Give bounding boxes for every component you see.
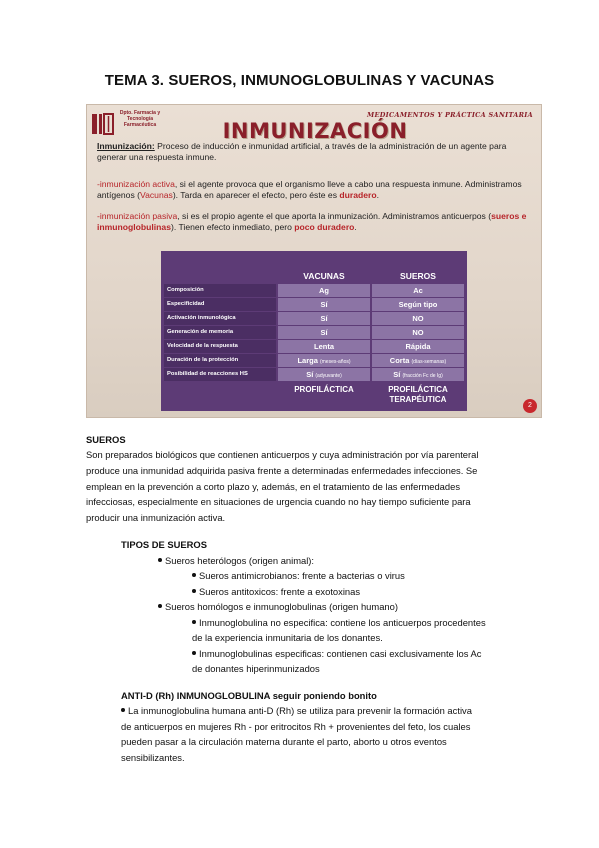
section-heading-tipos: TIPOS DE SUEROS [121, 539, 207, 550]
bullet-icon [158, 558, 162, 562]
slide-dept: Dpto. Farmacia y Tecnología Farmacéutica [119, 110, 161, 128]
comparison-table [161, 251, 467, 411]
paragraph-line: La inmunoglobulina humana anti-D (Rh) se utiliza para prevenir la formación activa [121, 703, 472, 718]
slide-definition: Inmunización: Proceso de inducción e inmunidad artificial, a través de la administración de un agente para generar una respuesta inmune. [97, 141, 507, 162]
slide-image [86, 104, 542, 418]
paragraph-line: produce una inmunidad adquirida pasiva frente a determinadas enfermedades infecciones. Se [86, 465, 478, 476]
paragraph-line: sensibilizantes. [121, 752, 185, 763]
paragraph-line: pueden pasar a la circulación materna durante el parto, aborto u otros eventos [121, 736, 447, 747]
list-item: Inmunoglobulinas especificas: contienen casi exclusivamente los Ac [192, 646, 481, 661]
table-row: Duración de la protección Larga (meses-años) Corta (días-semanas) [164, 354, 464, 368]
bullet-icon [192, 620, 196, 624]
list-item: Sueros antitoxicos: frente a exotoxinas [192, 584, 360, 599]
table-row: Activación inmunológica Sí NO [164, 312, 464, 326]
list-item: Sueros homólogos e inmunoglobulinas (origen humano) [158, 599, 398, 614]
paragraph-line: Son preparados biológicos que contienen anticuerpos y cuya administración por vía parenteral [86, 449, 479, 460]
table-row: Posibilidad de reacciones HS Sí (adyuvante) Sí (fracción Fc de Ig) [164, 368, 464, 382]
section-heading-sueros: SUEROS [86, 434, 126, 445]
slide-header-right: MEDICAMENTOS Y PRÁCTICA SANITARIA [367, 111, 533, 119]
foot-sueros: PROFILÁCTICA TERAPÉUTICA [388, 385, 448, 404]
slide-active: -inmunización activa, si el agente provoca que el organismo lleve a cabo una respuesta inmune. Administramos antígenos (Vacunas). Tarda en aparecer el efecto, pero éste es duradero. [97, 179, 522, 200]
paragraph-line: infecciosas, especialmente en situaciones de urgencia cuando no hay tiempo suficiente para [86, 496, 471, 507]
list-item: Sueros antimicrobianos: frente a bacterias o virus [192, 568, 405, 583]
list-item-cont: de la experiencia inmunitaria de los donantes. [192, 632, 383, 643]
bullet-icon [192, 573, 196, 577]
col-head-vacunas: VACUNAS [303, 271, 345, 281]
table-row: Velocidad de la respuesta Lenta Rápida [164, 340, 464, 354]
slide-passive: -inmunización pasiva, si es el propio agente el que aporta la inmunización. Administramos anticuerpos (sueros e inmunoglobulinas). Tienen efecto inmediato, pero poco duradero. [97, 211, 527, 232]
foot-vacunas: PROFILÁCTICA [294, 385, 354, 394]
list-item: Sueros heterólogos (origen animal): [158, 553, 314, 568]
slide-title: INMUNIZACIÓN [222, 119, 408, 143]
col-head-sueros: SUEROS [400, 271, 436, 281]
slide-page-number: 2 [523, 399, 537, 413]
list-item-cont: de donantes hiperinmunizados [192, 663, 320, 674]
table-row: Composición Ag Ac [164, 284, 464, 298]
bullet-icon [121, 708, 125, 712]
bullet-icon [158, 604, 162, 608]
paragraph-line: emplean en la prevención a corto plazo y, además, en el tratamiento de las enfermedades [86, 481, 461, 492]
paragraph-line: de anticuerpos en mujeres Rh - por eritrocitos Rh + provenientes del feto, los cuales [121, 721, 471, 732]
page-title: TEMA 3. SUEROS, INMUNOGLOBULINAS Y VACUNAS [104, 72, 495, 89]
paragraph-line: producir una inmunización activa. [86, 512, 226, 523]
section-heading-antid: ANTI-D (Rh) INMUNOGLOBULINA seguir poniendo bonito [121, 690, 377, 701]
list-item: Inmunoglobulina no especifica: contiene los anticuerpos procedentes [192, 615, 486, 630]
table-row: Generación de memoria Sí NO [164, 326, 464, 340]
bullet-icon [192, 589, 196, 593]
bullet-icon [192, 651, 196, 655]
table-row: Especificidad Sí Según tipo [164, 298, 464, 312]
